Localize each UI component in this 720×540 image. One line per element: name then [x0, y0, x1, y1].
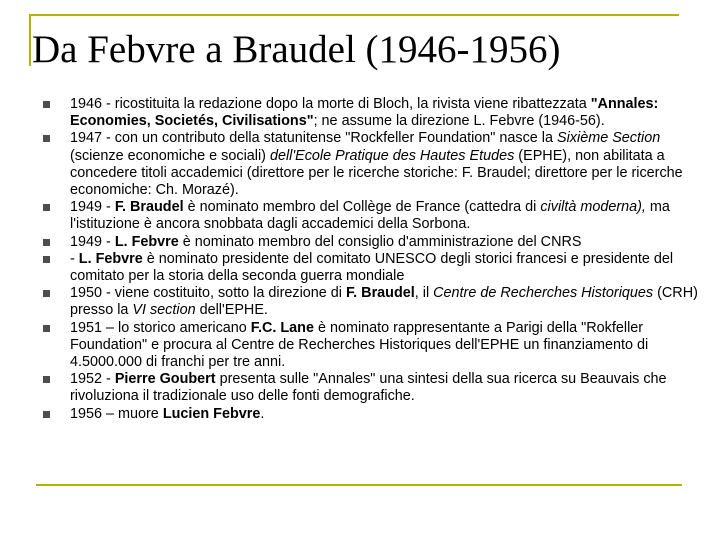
square-bullet-icon — [43, 135, 50, 142]
item-text: 1952 - — [70, 371, 115, 388]
item-text: è nominato membro del consiglio d'amministrazione del CNRS — [178, 233, 582, 250]
list-item — [40, 285, 706, 319]
list-item — [40, 96, 706, 130]
item-text: è nominato membro del Collège de France (cattedra di — [183, 199, 541, 216]
item-text: (CRH) presso la — [70, 285, 698, 319]
bold-text: Pierre Goubert — [114, 371, 216, 388]
italic-text: Sixième Section — [557, 130, 661, 147]
item-text: (scienze economiche e sociali) — [70, 147, 270, 164]
list-item — [40, 234, 706, 251]
square-bullet-icon — [43, 411, 50, 418]
list-item — [40, 320, 706, 372]
item-text: è nominato presidente del comitato UNESCO degli storici francesi e presidente del comitato per la storia della seconda guerra mondiale — [70, 250, 674, 285]
item-text: 1951 – lo storico americano — [70, 319, 251, 336]
bottom-rule — [36, 484, 682, 486]
bullet-list — [40, 96, 706, 423]
item-text: 1947 - con un contributo della statunitense "Rockfeller Foundation" nasce la — [70, 130, 558, 147]
square-bullet-icon — [43, 376, 50, 383]
square-bullet-icon — [43, 256, 50, 263]
square-bullet-icon — [43, 101, 50, 108]
bold-text: L. Febvre — [78, 250, 143, 267]
slide-title: Da Febvre a Braudel (1946-1956) — [32, 28, 561, 71]
item-text: ma l'istituzione è ancora snobbata dagli accademici della Sorbona. — [70, 199, 670, 233]
square-bullet-icon — [43, 290, 50, 297]
bold-text: F.C. Lane — [250, 319, 314, 336]
item-text: presenta sulle "Annales" una sintesi della sua ricerca su Beauvais che rivoluziona il tradizionale uso delle fonti demografiche. — [70, 371, 667, 405]
square-bullet-icon — [43, 325, 50, 332]
item-text: dell'EPHE. — [195, 302, 268, 319]
list-item — [40, 130, 706, 199]
item-text: - — [70, 250, 79, 267]
left-rule — [29, 14, 31, 66]
item-text: ; ne assume la direzione L. Febvre (1946-56). — [313, 113, 605, 130]
italic-text: dell'Ecole Pratique des Hautes Etudes — [269, 147, 515, 164]
bold-text: "Annales: Economies, Societés, Civilisations" — [70, 96, 659, 130]
item-text: 1956 – muore — [70, 405, 163, 422]
item-text: è nominato rappresentante a Parigi della "Rokfeller Foundation" e procura al Centre de Recherches Historiques dell'EPHE un finanziamento di 4.5000.000 di franchi per tre anni. — [70, 319, 649, 371]
italic-text: VI section — [132, 302, 196, 319]
item-text: 1949 - — [70, 199, 115, 216]
list-item — [40, 371, 706, 405]
square-bullet-icon — [43, 204, 50, 211]
item-text: 1950 - viene costituito, sotto la direzione di — [70, 285, 346, 302]
list-item — [40, 199, 706, 233]
italic-text: civiltà moderna), — [540, 199, 646, 216]
item-text: , il — [414, 285, 434, 302]
list-item — [40, 406, 706, 423]
list-item — [40, 251, 706, 285]
bold-text: F. Braudel — [345, 285, 415, 302]
item-text: . — [260, 405, 265, 422]
item-text: 1946 - ricostituita la redazione dopo la morte di Bloch, la rivista viene ribattezzata — [70, 96, 591, 112]
bold-text: Lucien Febvre — [162, 405, 261, 422]
item-text: (EPHE), non abilitata a concedere titoli accademici (direttore per le ricerche storiche: F. Braudel; direttore per le ricerche economiche: Ch. Morazé). — [70, 147, 683, 199]
square-bullet-icon — [43, 239, 50, 246]
bold-text: F. Braudel — [114, 199, 184, 216]
top-rule — [29, 14, 679, 16]
bold-text: L. Febvre — [114, 233, 179, 250]
italic-text: Centre de Recherches Historiques — [433, 285, 654, 302]
item-text: 1949 - — [70, 233, 115, 250]
